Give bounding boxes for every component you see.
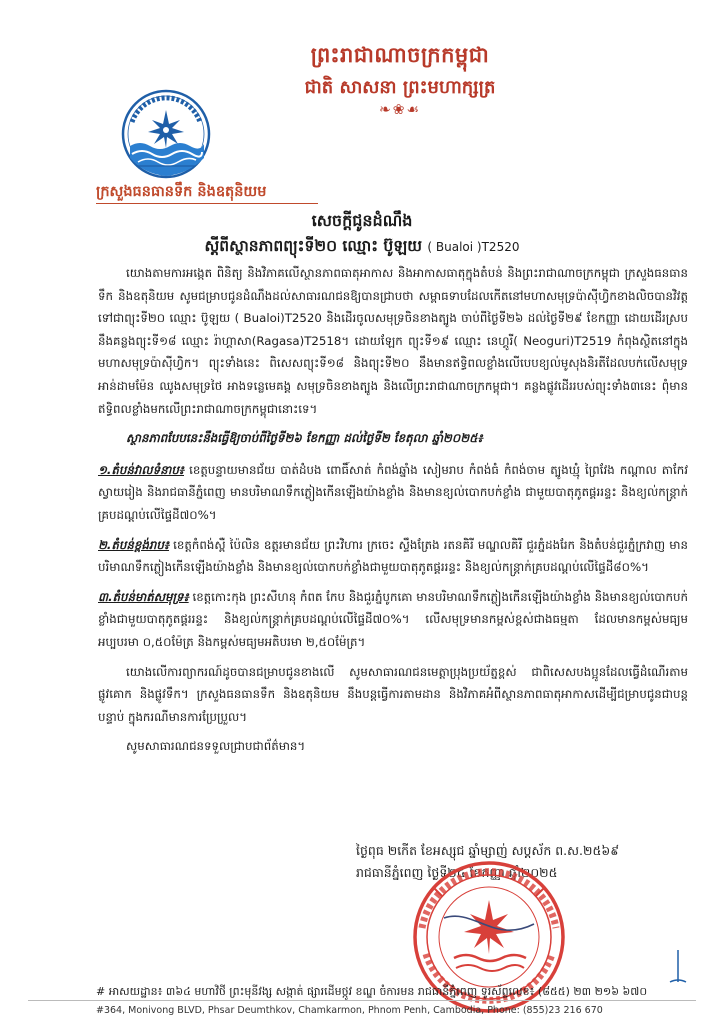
lunar-date: ថ្ងៃពុធ ២កើត ខែអស្សុជ ឆ្នាំម្សាញ់ សប្តស័ក ព.ស.២៥៦៩ xyxy=(356,843,620,858)
closing-paragraph: យោងលើការព្យាករណ៍ដូចបានជម្រាបជូនខាងលើ សូមសាធារណជនមេត្តាប្រុងប្រយ័ត្នខ្ពស់ ជាពិសេសបងប្អូនដែលធ្វើដំណើរតាមផ្លូវគោក និងផ្លូវទឹក។ ក្រសួងធនធានទឹក និងឧតុនិយម នឹងបន្តធ្វើការតាមដាន និងវិភាគអំពីស្ថានភាពធាតុអាកាសដើម្បីជម្រាបជូនជាបន្តបន្ទាប់ ក្នុងករណីមានការប្រែប្រួល។ xyxy=(98,664,688,724)
storm-code: ( Bualoi )T2520 xyxy=(427,240,520,254)
footer-address-english: #364, Monivong BLVD, Phsar Deumthkov, Chamkarmon, Phnom Penh, Cambodia, Phone: (855)23 216 670 xyxy=(96,1005,603,1016)
kingdom-name: ព្រះរាជាណាចក្រកម្ពុជា xyxy=(310,43,490,67)
solar-date: រាជធានីភ្នំពេញ ថ្ងៃទី២៤ ខែកញ្ញា ឆ្នាំ២០២៥ xyxy=(356,865,558,880)
region-text: ខេត្តបន្ទាយមានជ័យ បាត់ដំបង ពោធិ៍សាត់ កំពង់ឆ្នាំង សៀមរាប កំពង់ធំ កំពង់ចាម ត្បូងឃ្មុំ ព្រៃវែង កណ្តាល តាកែវ ស្វាយរៀង និងរាជធានីភ្នំពេញ មានបរិមាណទឹកភ្លៀងកើនឡើងយ៉ាងខ្លាំង និងមានខ្យល់បោកបក់ខ្លាំង ជាមួយបាតុភូតផ្គររន្ទះ និងខ្យល់កន្ត្រាក់គ្របដណ្តប់លើផ្ទៃដី៧០%។ xyxy=(98,462,688,522)
final-line: សូមសាធារណជនទទួលជ្រាបជាព័ត៌មាន។ xyxy=(126,739,306,754)
region-coastal xyxy=(98,586,688,654)
region-label: ១.តំបន់វាលទំនាប៖ xyxy=(98,462,184,477)
document-subtitle xyxy=(0,236,724,259)
document-title: សេចក្តីជូនដំណឹង xyxy=(311,211,413,230)
ornament-divider: ❧❀☙ xyxy=(378,102,421,118)
ministry-name: ក្រសួងធនធានទឹក និងឧតុនិយម xyxy=(96,184,267,200)
region-plateau xyxy=(98,534,688,579)
footer-divider xyxy=(28,1000,696,1001)
region-label: ៣.តំបន់មាត់សមុទ្រ៖ xyxy=(98,589,189,604)
region-lowland xyxy=(98,459,688,527)
ministry-logo-icon xyxy=(118,88,214,180)
kingdom-header xyxy=(300,42,500,118)
national-motto: ជាតិ សាសនា ព្រះមហាក្សត្រ xyxy=(304,77,496,98)
pen-mark-icon xyxy=(666,948,690,988)
document-body xyxy=(98,262,688,766)
footer-address-khmer: # អាសយដ្ឋាន៖ ៣៦៤ មហាវិថី ព្រះមុនីវង្ស សង្កាត់ ផ្សារដើមថ្កូវ ខណ្ឌ ចំការមន រាជធានីភ្នំពេញ ទូរស័ព្ទលេខ៖ (៨៥៥) ២៣ ២១៦ ៦៧០ xyxy=(96,985,648,998)
forecast-period-notice: ស្ថានភាពបែបនេះនឹងធ្វើឱ្យចាប់ពីថ្ងៃទី២៦ ខែកញ្ញា ដល់ថ្ងៃទី២ ខែតុលា ឆ្នាំ២០២៥៖ xyxy=(126,431,483,446)
intro-paragraph: យោងតាមការអង្កេត ពិនិត្យ និងវិភាគលើស្ថានភាពធាតុអាកាស និងអាកាសធាតុក្នុងតំបន់ និងព្រះរាជាណាចក្រកម្ពុជា ក្រសួងធនធានទឹក និងឧតុនិយម សូមជម្រាបជូនដំណឹងដល់សាធារណជនឱ្យបានជ្រាបថា សម្ពាធទាបដែលកើតនៅមហាសមុទ្រប៉ាស៊ីហ្វិកខាងលិចបានវិវត្តទៅជាព្យុះទី២០ ឈ្មោះ ប៊ូឡយ ( Bualoi)T2520 និងដើរចូលសមុទ្រចិនខាងត្បូង ចាប់ពីថ្ងៃទី២៦ ដល់ថ្ងៃទី២៩ ខែកញ្ញា ដោយដើរស្របនឹងគន្លងព្យុះទី១៨ ឈ្មោះ រ៉ាហ្គាសា(Ragasa)T2518។ ដោយឡែក ព្យុះទី១៩ ឈ្មោះ នេហ្គូរី( Neoguri)T2519 កំពុងស្ថិតនៅក្នុងមហាសមុទ្រប៉ាស៊ីហ្វិក។ ព្យុះទាំងនេះ ពិសេសព្យុះទី១៨ និងព្យុះទី២០ នឹងមានឥទ្ធិពលខ្លាំងលើបេបខ្យល់មូសុងនិរតីដែលបក់លើសមុទ្រអាន់ដាមម៉ែន ឈូងសមុទ្រថៃ អាងទន្លេមេគង្គ សមុទ្រចិនខាងត្បូង និងលើព្រះរាជាណាចក្រកម្ពុជា។ គន្លងផ្លូវដើររបស់ព្យុះទាំង៣នេះ ពុំមានឥទ្ធិពលខ្លាំងមកលើព្រះរាជាណាចក្រកម្ពុជានោះទេ។ xyxy=(98,266,688,416)
subtitle-text: ស្តីពីស្ថានភាពព្យុះទី២០ ឈ្មោះ ប៊ូឡយ xyxy=(204,237,422,255)
region-text: ខេត្តកំពង់ស្ពឺ ប៉ៃលិន ឧត្តរមានជ័យ ព្រះវិហារ ក្រចេះ ស្ទឹងត្រែង រតនគិរី មណ្ឌលគិរី ជួរភ្នំដងរែក និងតំបន់ជួរភ្នំក្រវាញ មានបរិមាណទឹកភ្លៀងកើនឡើងយ៉ាងខ្លាំង និងមានខ្យល់បោកបក់ខ្លាំងជាមួយបាតុភូតផ្គររន្ទះ និងខ្យល់កន្ត្រាក់គ្របដណ្តប់លើផ្ទៃដី៨០%។ xyxy=(98,537,688,575)
region-label: ២.តំបន់ខ្ពង់រាប៖ xyxy=(98,537,170,552)
region-text: ខេត្តកោះកុង ព្រះសីហនុ កំពត កែប និងជួរភ្នំបូកគោ មានបរិមាណទឹកភ្លៀងកើនឡើងយ៉ាងខ្លាំង និងមានខ្យល់បោកបក់ខ្លាំងជាមួយបាតុភូតផ្គររន្ទះ និងខ្យល់កន្ត្រាក់គ្របដណ្តប់លើផ្ទៃដី៧០%។ លើសមុទ្រមានកម្ពស់ខ្ពស់ជាងធម្មតា ដែលមានកម្ពស់មធ្យមអប្បបរមា ០,៥០ម៉ែត្រ និងកម្ពស់មធ្យមអតិបរមា ២,៥០ម៉ែត្រ។ xyxy=(98,589,688,649)
ministry-underline xyxy=(96,203,318,204)
